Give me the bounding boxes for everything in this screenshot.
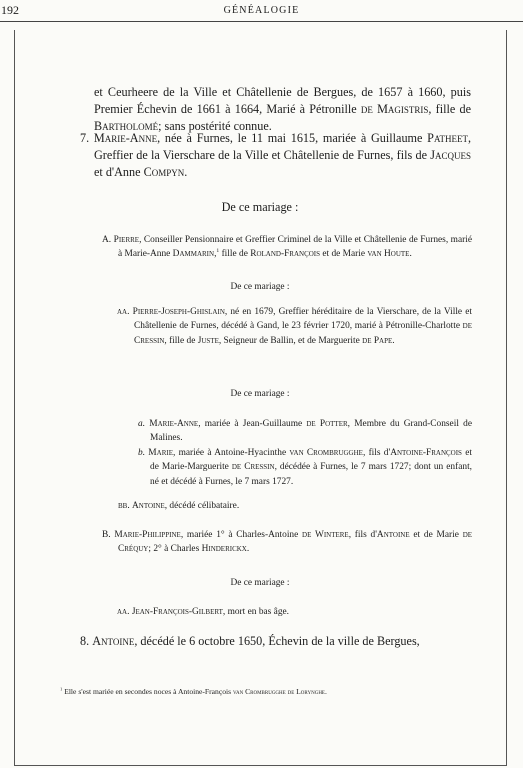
- surname: Patheet: [427, 131, 468, 145]
- text: .: [392, 335, 395, 346]
- text: Premier Échevin de 1661 à 1664, Marié à Pétronille: [94, 102, 357, 117]
- surname: Hinderickx: [201, 544, 247, 555]
- given-name: Juste: [197, 335, 219, 346]
- entry-name: Jean-François-Gilbert: [131, 607, 223, 617]
- text: ; sans postérité connue.: [158, 119, 272, 134]
- page-number: 192: [1, 3, 19, 17]
- text: , née à Furnes, le 11 mai 1615, mariée à Guillaume: [157, 131, 423, 145]
- entry-label: b.: [138, 448, 146, 458]
- text: .: [246, 544, 250, 555]
- text: , Membre du Grand-Conseil de Malines.: [150, 419, 472, 444]
- text: , fils d': [348, 530, 377, 540]
- right-border-rule: [506, 30, 507, 766]
- text: et de Marie: [322, 249, 366, 260]
- entry-number: 7.: [80, 131, 90, 145]
- text: , mariée à Antoine-Hyacinthe: [172, 448, 287, 458]
- text: , mariée à Jean-Guillaume: [198, 419, 303, 429]
- entry-label: a.: [138, 419, 146, 429]
- text: , fils d': [362, 448, 391, 458]
- entry-label: bb.: [118, 501, 130, 511]
- text: , fille: [428, 102, 456, 117]
- entry-name: Marie-Anne: [93, 131, 158, 145]
- text: .: [324, 687, 327, 696]
- surname: de Pape: [362, 335, 393, 346]
- text: et de Marie: [413, 530, 459, 540]
- section-heading: De ce mariage :: [221, 200, 299, 214]
- text: , décédé célibataire.: [164, 501, 240, 511]
- given-name: Antoine: [376, 530, 410, 540]
- surname: van Houte: [367, 249, 410, 260]
- surname: de Cressin: [231, 462, 275, 473]
- paragraph-7: [80, 130, 471, 182]
- surname: de Créquy: [118, 530, 473, 555]
- section-heading: De ce mariage :: [230, 282, 290, 292]
- surname: de Potter: [306, 419, 348, 429]
- surname: van Crombrugghe de Lorynghe: [233, 687, 325, 696]
- text: , mariée 1° à Charles-Antoine: [180, 530, 299, 540]
- surname: Compyn: [143, 165, 185, 180]
- entry-label: aa.: [117, 307, 130, 317]
- entry-name: Marie-Anne: [149, 419, 199, 429]
- text: fille de: [221, 249, 248, 260]
- text: , Conseiller Pensionnaire et Greffier Criminel de la Ville et Châtellenie de Furnes, marié à Marie-Anne: [118, 235, 472, 260]
- entry-aa: [117, 305, 472, 348]
- surname: de Magistris: [360, 102, 429, 117]
- entry-label: aa.: [117, 607, 130, 617]
- text: , Greffier de la Vierschare de la Ville et Châtellenie de Furnes, fils de: [94, 131, 471, 163]
- text: , mort en bas âge.: [222, 607, 290, 617]
- entry-name: Pierre: [113, 235, 140, 245]
- entry-bb: [118, 499, 472, 513]
- footnote: [60, 686, 500, 697]
- given-name: Jacques: [430, 148, 472, 163]
- footnote-mark: 1: [60, 686, 63, 692]
- text: et de Marie-Marguerite: [150, 448, 472, 473]
- surname: de Wintere: [302, 530, 349, 540]
- text: , Seigneur de Ballin, et de Marguerite: [218, 335, 360, 346]
- entry-number: 8.: [80, 634, 90, 648]
- paragraph-8: [80, 633, 471, 650]
- given-name: Bartholomé: [94, 119, 159, 134]
- section-heading: De ce mariage :: [230, 578, 290, 588]
- surname: de Cressin: [134, 321, 472, 346]
- text: ; 2° à Charles: [148, 544, 200, 555]
- footnote-ref: 1: [216, 248, 220, 255]
- entry-name: Pierre-Joseph-Ghislain: [132, 307, 225, 317]
- given-name: Antoine-François: [390, 448, 462, 458]
- surname: van Crombrugghe: [289, 448, 363, 458]
- paragraph-6-continued: [94, 84, 471, 136]
- entry-b: [102, 528, 472, 557]
- text: de: [459, 102, 472, 117]
- entry-b-lower: [138, 446, 472, 489]
- entry-name: Marie-Philippine: [114, 530, 181, 540]
- text: .: [409, 249, 412, 260]
- entry-name: Antoine: [132, 501, 165, 511]
- section-heading: De ce mariage :: [230, 389, 290, 399]
- text: , né en 1679, Greffier héréditaire de la Vierschare, de la Ville et Châtellenie de Furnes, décédé à Gand, le 23 février 1720, marié à Pétronille-Charlotte: [134, 307, 472, 332]
- bottom-border-rule: [14, 765, 506, 766]
- entry-name: Marie: [148, 448, 173, 458]
- entry-label: A.: [102, 235, 112, 245]
- entry-a-lower: [138, 417, 472, 446]
- entry-name: Antoine: [92, 634, 135, 648]
- entry-label: B.: [102, 530, 111, 540]
- given-name: Roland-François: [250, 249, 321, 260]
- text: et d'Anne: [94, 165, 141, 180]
- text: Elle s'est mariée en secondes noces à Antoine-François: [64, 687, 232, 696]
- entry-aa-2: [117, 605, 472, 619]
- text: , fille de: [164, 335, 196, 346]
- text: , décédée à Furnes, le 7 mars 1727; dont un enfant, né et décédé à Furnes, le 7 mars 1727.: [150, 462, 473, 487]
- text: .: [184, 165, 188, 180]
- entry-a: A. Pierre, Conseiller Pensionnaire et Greffier Criminel de la Ville et Châtellenie de Furnes, marié à Marie-Anne Dammarin,$^1$ fille de Roland-François et de Marie van Houte.: [102, 235, 472, 260]
- text: , décédé le 6 octobre 1650, Échevin de la ville de Bergues,: [134, 634, 420, 648]
- header-rule: [0, 21, 523, 22]
- surname: Dammarin: [172, 249, 215, 260]
- text: et Ceurheere de la Ville et Châtellenie de Bergues, de 1657 à 1660, puis: [94, 85, 471, 99]
- running-head: GÉNÉALOGIE: [223, 5, 300, 16]
